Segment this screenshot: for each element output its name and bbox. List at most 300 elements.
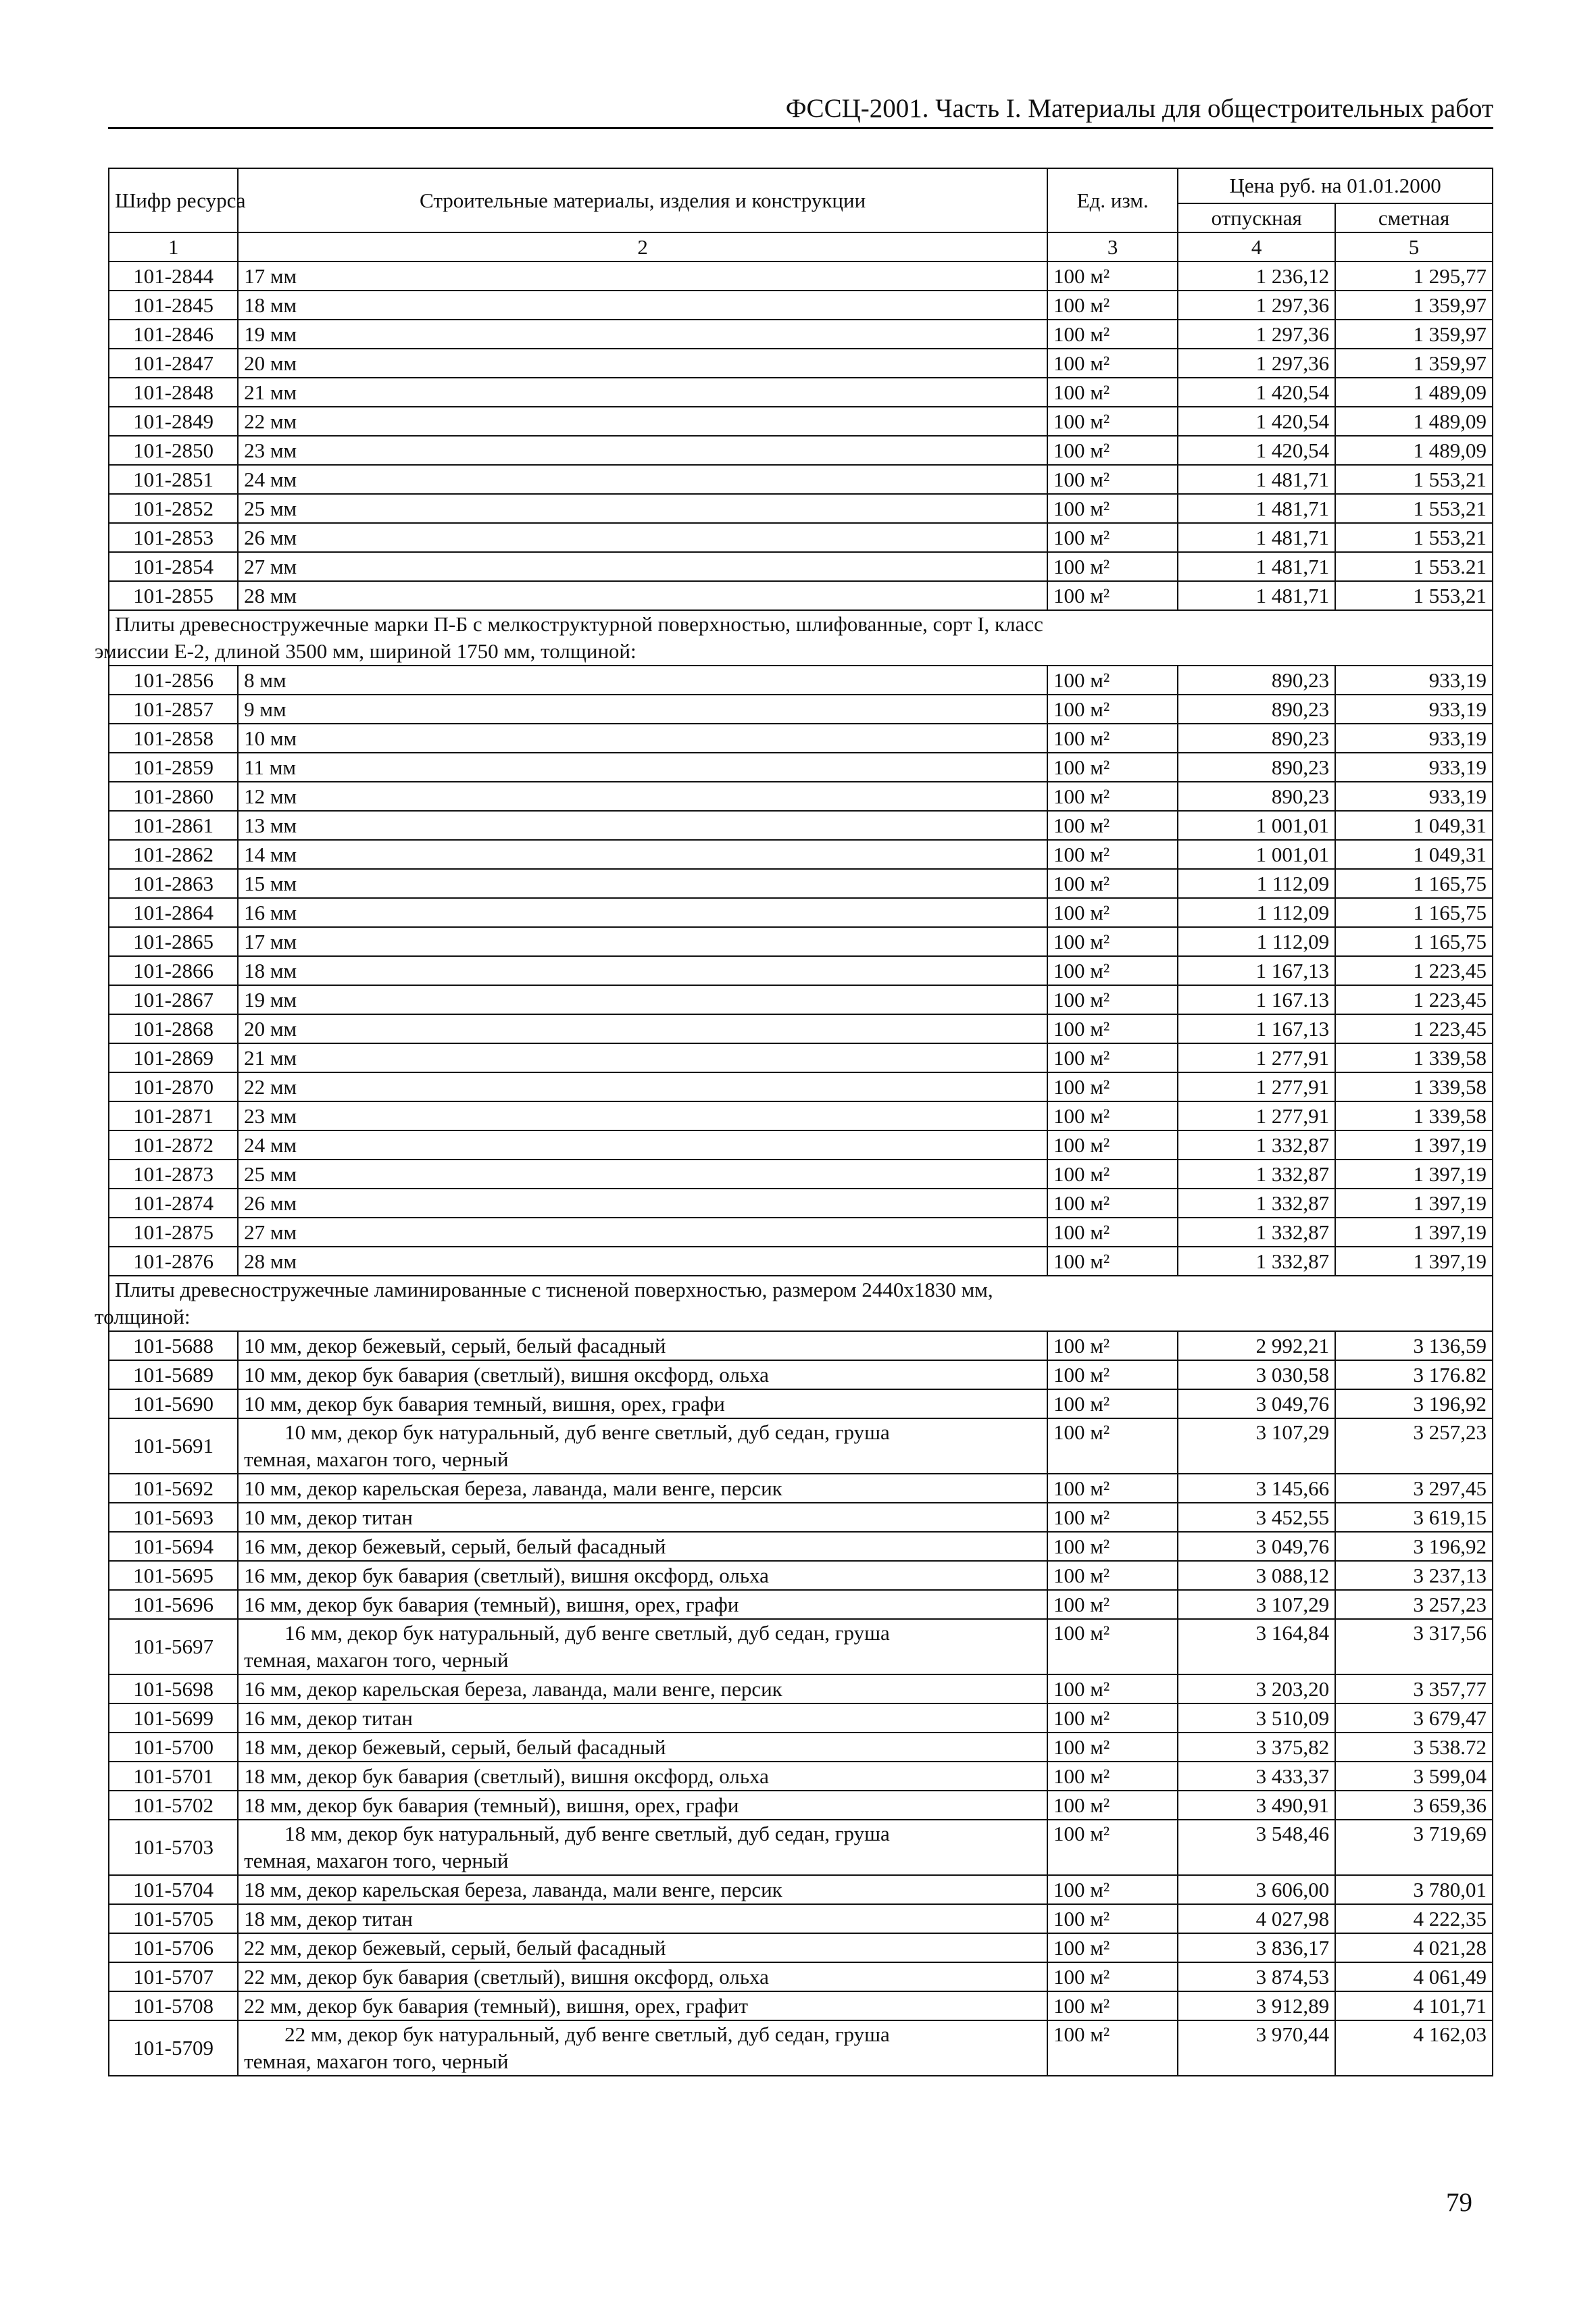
table-row	[109, 753, 1493, 782]
table-row	[109, 1762, 1493, 1791]
table-row	[109, 1101, 1493, 1130]
table-row	[109, 1331, 1493, 1360]
table-row	[109, 1503, 1493, 1532]
resource-code: 101-2874	[109, 1189, 238, 1218]
unit: 100 м²	[1047, 1360, 1178, 1389]
price-estimate: 1 359,97	[1335, 291, 1493, 320]
material-name: 23 мм	[238, 436, 1047, 465]
resource-code: 101-2845	[109, 291, 238, 320]
price-estimate: 1 295,77	[1335, 262, 1493, 291]
price-estimate: 3 659,36	[1335, 1791, 1493, 1820]
price-estimate: 1 397,19	[1335, 1218, 1493, 1247]
price-estimate: 1 339,58	[1335, 1101, 1493, 1130]
material-name: 10 мм, декор титан	[238, 1503, 1047, 1532]
unit: 100 м²	[1047, 985, 1178, 1014]
price-estimate: 1 553,21	[1335, 523, 1493, 552]
table-row	[109, 1474, 1493, 1503]
resource-code: 101-5697	[109, 1619, 238, 1674]
unit: 100 м²	[1047, 1904, 1178, 1933]
price-release: 1 332,87	[1178, 1160, 1335, 1189]
table-row	[109, 1043, 1493, 1072]
material-name-line2: темная, махагон того, черный	[244, 2049, 509, 2073]
material-name: 19 мм	[238, 320, 1047, 349]
price-estimate: 3 538.72	[1335, 1733, 1493, 1762]
unit: 100 м²	[1047, 1247, 1178, 1276]
unit: 100 м²	[1047, 378, 1178, 407]
price-release: 1 001,01	[1178, 840, 1335, 869]
material-name-line2: темная, махагон того, черный	[244, 1849, 509, 1872]
material-name: 15 мм	[238, 869, 1047, 898]
price-release: 1 167.13	[1178, 985, 1335, 1014]
material-name: 24 мм	[238, 465, 1047, 494]
table-row	[109, 666, 1493, 695]
table-row	[109, 898, 1493, 927]
material-name: 26 мм	[238, 1189, 1047, 1218]
unit: 100 м²	[1047, 666, 1178, 695]
section-heading-line1: Плиты древесностружечные ламинированные с тисненой поверхностью, размером 2440x1830 мм,	[115, 1278, 993, 1301]
unit: 100 м²	[1047, 1962, 1178, 1991]
header-unit: Ед. изм.	[1047, 168, 1178, 232]
price-estimate: 1 553.21	[1335, 552, 1493, 581]
unit: 100 м²	[1047, 1590, 1178, 1619]
price-estimate: 1 359,97	[1335, 320, 1493, 349]
price-release: 3 030,58	[1178, 1360, 1335, 1389]
table-row	[109, 1674, 1493, 1703]
price-estimate: 1 165,75	[1335, 927, 1493, 956]
material-name: 22 мм, декор бук бавария (светлый), вишня оксфорд, ольха	[238, 1962, 1047, 1991]
resource-code: 101-2851	[109, 465, 238, 494]
price-release: 1 481,71	[1178, 494, 1335, 523]
resource-code: 101-5692	[109, 1474, 238, 1503]
price-release: 1 481,71	[1178, 465, 1335, 494]
price-estimate: 4 162,03	[1335, 2020, 1493, 2076]
price-estimate: 1 489,09	[1335, 378, 1493, 407]
material-name: 21 мм	[238, 1043, 1047, 1072]
material-name: 26 мм	[238, 523, 1047, 552]
table-row	[109, 1962, 1493, 1991]
unit: 100 м²	[1047, 1503, 1178, 1532]
unit: 100 м²	[1047, 956, 1178, 985]
resource-code: 101-5696	[109, 1590, 238, 1619]
resource-code: 101-5705	[109, 1904, 238, 1933]
resource-code: 101-5708	[109, 1991, 238, 2020]
price-release: 1 277,91	[1178, 1101, 1335, 1130]
price-release: 3 145,66	[1178, 1474, 1335, 1503]
resource-code: 101-2850	[109, 436, 238, 465]
material-name: 27 мм	[238, 552, 1047, 581]
price-estimate: 1 049,31	[1335, 840, 1493, 869]
material-name: 16 мм, декор карельская береза, лаванда, мали венге, персик	[238, 1674, 1047, 1703]
unit: 100 м²	[1047, 753, 1178, 782]
material-name: 10 мм	[238, 724, 1047, 753]
header-name: Строительные материалы, изделия и конструкции	[238, 168, 1047, 232]
price-estimate: 933,19	[1335, 782, 1493, 811]
material-name-line2: темная, махагон того, черный	[244, 1648, 509, 1672]
table-row	[109, 378, 1493, 407]
price-release: 3 088,12	[1178, 1561, 1335, 1590]
resource-code: 101-5690	[109, 1389, 238, 1418]
unit: 100 м²	[1047, 1474, 1178, 1503]
section-heading	[95, 1276, 1493, 1331]
price-release: 1 001,01	[1178, 811, 1335, 840]
material-name	[238, 1820, 1047, 1875]
resource-code: 101-2856	[109, 666, 238, 695]
price-release: 1 332,87	[1178, 1218, 1335, 1247]
unit: 100 м²	[1047, 1331, 1178, 1360]
price-estimate: 4 021,28	[1335, 1933, 1493, 1962]
table-row	[109, 840, 1493, 869]
price-estimate: 1 339,58	[1335, 1043, 1493, 1072]
material-name-line1: 18 мм, декор бук натуральный, дуб венге светлый, дуб седан, груша	[284, 1822, 890, 1845]
table-row	[109, 782, 1493, 811]
unit: 100 м²	[1047, 695, 1178, 724]
price-release: 1 167,13	[1178, 956, 1335, 985]
price-release: 1 277,91	[1178, 1072, 1335, 1101]
price-release: 1 112,09	[1178, 898, 1335, 927]
price-estimate: 3 780,01	[1335, 1875, 1493, 1904]
unit: 100 м²	[1047, 320, 1178, 349]
price-release: 1 236,12	[1178, 262, 1335, 291]
unit: 100 м²	[1047, 2020, 1178, 2076]
price-release: 890,23	[1178, 724, 1335, 753]
resource-code: 101-2868	[109, 1014, 238, 1043]
table-row	[109, 1733, 1493, 1762]
unit: 100 м²	[1047, 898, 1178, 927]
price-release: 3 606,00	[1178, 1875, 1335, 1904]
resource-code: 101-5694	[109, 1532, 238, 1561]
table-row	[109, 1933, 1493, 1962]
price-release: 890,23	[1178, 666, 1335, 695]
price-estimate: 4 222,35	[1335, 1904, 1493, 1933]
price-release: 4 027,98	[1178, 1904, 1335, 1933]
material-name: 12 мм	[238, 782, 1047, 811]
table-row	[109, 407, 1493, 436]
table-row	[109, 1160, 1493, 1189]
price-release: 3 510,09	[1178, 1703, 1335, 1733]
resource-code: 101-5698	[109, 1674, 238, 1703]
unit: 100 м²	[1047, 1561, 1178, 1590]
table-row	[109, 1791, 1493, 1820]
material-name: 27 мм	[238, 1218, 1047, 1247]
material-name: 16 мм, декор бук бавария (темный), вишня, орех, графи	[238, 1590, 1047, 1619]
price-estimate: 3 357,77	[1335, 1674, 1493, 1703]
price-estimate: 4 101,71	[1335, 1991, 1493, 2020]
price-release: 1 332,87	[1178, 1130, 1335, 1160]
price-estimate: 1 553,21	[1335, 581, 1493, 610]
resource-code: 101-2859	[109, 753, 238, 782]
section-row	[109, 610, 1493, 666]
unit: 100 м²	[1047, 552, 1178, 581]
material-name: 18 мм	[238, 291, 1047, 320]
unit: 100 м²	[1047, 581, 1178, 610]
price-release: 3 433,37	[1178, 1762, 1335, 1791]
unit: 100 м²	[1047, 1703, 1178, 1733]
unit: 100 м²	[1047, 1418, 1178, 1474]
price-estimate: 3 679,47	[1335, 1703, 1493, 1733]
resource-code: 101-2847	[109, 349, 238, 378]
table-row	[109, 724, 1493, 753]
price-release: 1 481,71	[1178, 523, 1335, 552]
material-name: 13 мм	[238, 811, 1047, 840]
unit: 100 м²	[1047, 1762, 1178, 1791]
price-estimate: 1 223,45	[1335, 985, 1493, 1014]
material-name	[238, 1619, 1047, 1674]
page-header: ФССЦ-2001. Часть I. Материалы для общестроительных работ	[108, 92, 1493, 129]
price-release: 1 297,36	[1178, 349, 1335, 378]
material-name: 25 мм	[238, 494, 1047, 523]
material-name: 25 мм	[238, 1160, 1047, 1189]
resource-code: 101-2860	[109, 782, 238, 811]
price-estimate: 1 223,45	[1335, 1014, 1493, 1043]
price-release: 890,23	[1178, 753, 1335, 782]
price-release: 1 420,54	[1178, 436, 1335, 465]
resource-code: 101-5699	[109, 1703, 238, 1733]
col-number: 2	[238, 232, 1047, 262]
material-name-line1: 16 мм, декор бук натуральный, дуб венге светлый, дуб седан, груша	[284, 1621, 890, 1645]
header-price: Цена руб. на 01.01.2000	[1178, 168, 1493, 203]
price-estimate: 3 176.82	[1335, 1360, 1493, 1389]
price-estimate: 1 553,21	[1335, 465, 1493, 494]
price-release: 1 420,54	[1178, 378, 1335, 407]
material-name-line1: 10 мм, декор бук натуральный, дуб венге светлый, дуб седан, груша	[284, 1420, 890, 1444]
material-name: 16 мм, декор бежевый, серый, белый фасадный	[238, 1532, 1047, 1561]
resource-code: 101-2858	[109, 724, 238, 753]
price-release: 1 277,91	[1178, 1043, 1335, 1072]
resource-code: 101-5693	[109, 1503, 238, 1532]
material-name	[238, 1418, 1047, 1474]
table-row	[109, 291, 1493, 320]
price-release: 2 992,21	[1178, 1331, 1335, 1360]
unit: 100 м²	[1047, 724, 1178, 753]
table-row	[109, 695, 1493, 724]
material-name: 19 мм	[238, 985, 1047, 1014]
price-release: 1 112,09	[1178, 869, 1335, 898]
resource-code: 101-2849	[109, 407, 238, 436]
resource-code: 101-2853	[109, 523, 238, 552]
table-row	[109, 1189, 1493, 1218]
unit: 100 м²	[1047, 811, 1178, 840]
resource-code: 101-5709	[109, 2020, 238, 2076]
price-estimate: 3 196,92	[1335, 1532, 1493, 1561]
price-estimate: 1 397,19	[1335, 1130, 1493, 1160]
unit: 100 м²	[1047, 1101, 1178, 1130]
resource-code: 101-2865	[109, 927, 238, 956]
material-name: 24 мм	[238, 1130, 1047, 1160]
table-row	[109, 436, 1493, 465]
unit: 100 м²	[1047, 494, 1178, 523]
price-release: 3 203,20	[1178, 1674, 1335, 1703]
resource-code: 101-5706	[109, 1933, 238, 1962]
unit: 100 м²	[1047, 262, 1178, 291]
price-release: 3 874,53	[1178, 1962, 1335, 1991]
table-row	[109, 1218, 1493, 1247]
unit: 100 м²	[1047, 869, 1178, 898]
table-row	[109, 1561, 1493, 1590]
material-name: 18 мм, декор карельская береза, лаванда, мали венге, персик	[238, 1875, 1047, 1904]
material-name: 10 мм, декор карельская береза, лаванда, мали венге, персик	[238, 1474, 1047, 1503]
price-estimate: 3 257,23	[1335, 1418, 1493, 1474]
price-estimate: 1 397,19	[1335, 1189, 1493, 1218]
table-row	[109, 1072, 1493, 1101]
resource-code: 101-5689	[109, 1360, 238, 1389]
resource-code: 101-2876	[109, 1247, 238, 1276]
col-number: 4	[1178, 232, 1335, 262]
material-name-line2: темная, махагон того, черный	[244, 1447, 509, 1471]
price-estimate: 933,19	[1335, 753, 1493, 782]
resource-code: 101-2867	[109, 985, 238, 1014]
col-number: 1	[109, 232, 238, 262]
table-body	[95, 262, 1493, 2076]
table-row	[109, 927, 1493, 956]
price-release: 1 332,87	[1178, 1189, 1335, 1218]
price-release: 3 049,76	[1178, 1532, 1335, 1561]
price-release: 3 452,55	[1178, 1503, 1335, 1532]
table-row	[109, 1532, 1493, 1561]
table-row	[109, 1389, 1493, 1418]
price-release: 3 490,91	[1178, 1791, 1335, 1820]
price-release: 1 420,54	[1178, 407, 1335, 436]
unit: 100 м²	[1047, 1532, 1178, 1561]
resource-code: 101-2866	[109, 956, 238, 985]
price-release: 1 167,13	[1178, 1014, 1335, 1043]
price-estimate: 1 489,09	[1335, 407, 1493, 436]
price-estimate: 3 136,59	[1335, 1331, 1493, 1360]
price-release: 3 912,89	[1178, 1991, 1335, 2020]
material-name: 21 мм	[238, 378, 1047, 407]
price-estimate: 3 237,13	[1335, 1561, 1493, 1590]
price-estimate: 1 489,09	[1335, 436, 1493, 465]
price-estimate: 3 257,23	[1335, 1590, 1493, 1619]
resource-code: 101-2870	[109, 1072, 238, 1101]
unit: 100 м²	[1047, 1674, 1178, 1703]
material-name: 18 мм, декор титан	[238, 1904, 1047, 1933]
material-name: 16 мм, декор бук бавария (светлый), вишня оксфорд, ольха	[238, 1561, 1047, 1590]
unit: 100 м²	[1047, 1189, 1178, 1218]
resource-code: 101-2863	[109, 869, 238, 898]
resource-code: 101-5688	[109, 1331, 238, 1360]
material-name	[238, 2020, 1047, 2076]
header-code: Шифр ресурса	[109, 168, 238, 232]
price-release: 3 164,84	[1178, 1619, 1335, 1674]
resource-code: 101-5703	[109, 1820, 238, 1875]
unit: 100 м²	[1047, 291, 1178, 320]
resource-code: 101-2848	[109, 378, 238, 407]
table-row	[109, 1014, 1493, 1043]
material-name: 14 мм	[238, 840, 1047, 869]
price-estimate: 3 196,92	[1335, 1389, 1493, 1418]
table-row	[109, 1590, 1493, 1619]
table-row	[109, 1904, 1493, 1933]
unit: 100 м²	[1047, 927, 1178, 956]
resource-code: 101-5701	[109, 1762, 238, 1791]
material-name: 20 мм	[238, 349, 1047, 378]
price-release: 3 970,44	[1178, 2020, 1335, 2076]
table-row	[109, 1130, 1493, 1160]
resource-code: 101-5702	[109, 1791, 238, 1820]
unit: 100 м²	[1047, 407, 1178, 436]
price-release: 3 049,76	[1178, 1389, 1335, 1418]
unit: 100 м²	[1047, 1218, 1178, 1247]
price-estimate: 3 619,15	[1335, 1503, 1493, 1532]
resource-code: 101-2852	[109, 494, 238, 523]
resource-code: 101-2844	[109, 262, 238, 291]
price-estimate: 1 339,58	[1335, 1072, 1493, 1101]
price-estimate: 1 397,19	[1335, 1160, 1493, 1189]
unit: 100 м²	[1047, 1072, 1178, 1101]
price-release: 3 548,46	[1178, 1820, 1335, 1875]
col-number: 3	[1047, 232, 1178, 262]
price-release: 3 107,29	[1178, 1590, 1335, 1619]
material-name: 18 мм, декор бежевый, серый, белый фасадный	[238, 1733, 1047, 1762]
table-row	[109, 956, 1493, 985]
unit: 100 м²	[1047, 782, 1178, 811]
unit: 100 м²	[1047, 1820, 1178, 1875]
section-heading-line1: Плиты древесностружечные марки П-Б с мелкоструктурной поверхностью, шлифованные, сорт I, класс	[115, 612, 1043, 636]
table-row	[109, 1619, 1493, 1674]
material-name: 22 мм, декор бук бавария (темный), вишня, орех, графит	[238, 1991, 1047, 2020]
material-name: 17 мм	[238, 927, 1047, 956]
unit: 100 м²	[1047, 1933, 1178, 1962]
price-release: 3 107,29	[1178, 1418, 1335, 1474]
unit: 100 м²	[1047, 1991, 1178, 2020]
table-row	[109, 2020, 1493, 2076]
header-price-estimate: сметная	[1335, 203, 1493, 232]
col-number: 5	[1335, 232, 1493, 262]
unit: 100 м²	[1047, 436, 1178, 465]
table-row	[109, 1991, 1493, 2020]
price-release: 1 481,71	[1178, 581, 1335, 610]
price-release: 1 297,36	[1178, 291, 1335, 320]
table-row	[109, 1703, 1493, 1733]
resource-code: 101-5704	[109, 1875, 238, 1904]
material-name: 22 мм, декор бежевый, серый, белый фасадный	[238, 1933, 1047, 1962]
unit: 100 м²	[1047, 1389, 1178, 1418]
price-estimate: 1 165,75	[1335, 869, 1493, 898]
price-release: 1 481,71	[1178, 552, 1335, 581]
material-name: 18 мм, декор бук бавария (темный), вишня, орех, графи	[238, 1791, 1047, 1820]
resource-code: 101-5700	[109, 1733, 238, 1762]
unit: 100 м²	[1047, 1014, 1178, 1043]
unit: 100 м²	[1047, 1791, 1178, 1820]
price-estimate: 933,19	[1335, 695, 1493, 724]
price-estimate: 1 165,75	[1335, 898, 1493, 927]
table-row	[109, 262, 1493, 291]
unit: 100 м²	[1047, 465, 1178, 494]
price-estimate: 1 223,45	[1335, 956, 1493, 985]
price-estimate: 933,19	[1335, 666, 1493, 695]
table-row	[109, 985, 1493, 1014]
page-number: 79	[1446, 2188, 1472, 2217]
table-row	[109, 811, 1493, 840]
material-name: 10 мм, декор бежевый, серый, белый фасадный	[238, 1331, 1047, 1360]
price-release: 3 375,82	[1178, 1733, 1335, 1762]
material-name: 16 мм, декор титан	[238, 1703, 1047, 1733]
price-release: 1 332,87	[1178, 1247, 1335, 1276]
table-row	[109, 1875, 1493, 1904]
material-name: 8 мм	[238, 666, 1047, 695]
price-estimate: 1 553,21	[1335, 494, 1493, 523]
price-estimate: 3 317,56	[1335, 1619, 1493, 1674]
price-estimate: 1 049,31	[1335, 811, 1493, 840]
unit: 100 м²	[1047, 1130, 1178, 1160]
resource-code: 101-2857	[109, 695, 238, 724]
resource-code: 101-2875	[109, 1218, 238, 1247]
resource-code: 101-5707	[109, 1962, 238, 1991]
header-price-release: отпускная	[1178, 203, 1335, 232]
resource-code: 101-2864	[109, 898, 238, 927]
material-name: 20 мм	[238, 1014, 1047, 1043]
unit: 100 м²	[1047, 1043, 1178, 1072]
